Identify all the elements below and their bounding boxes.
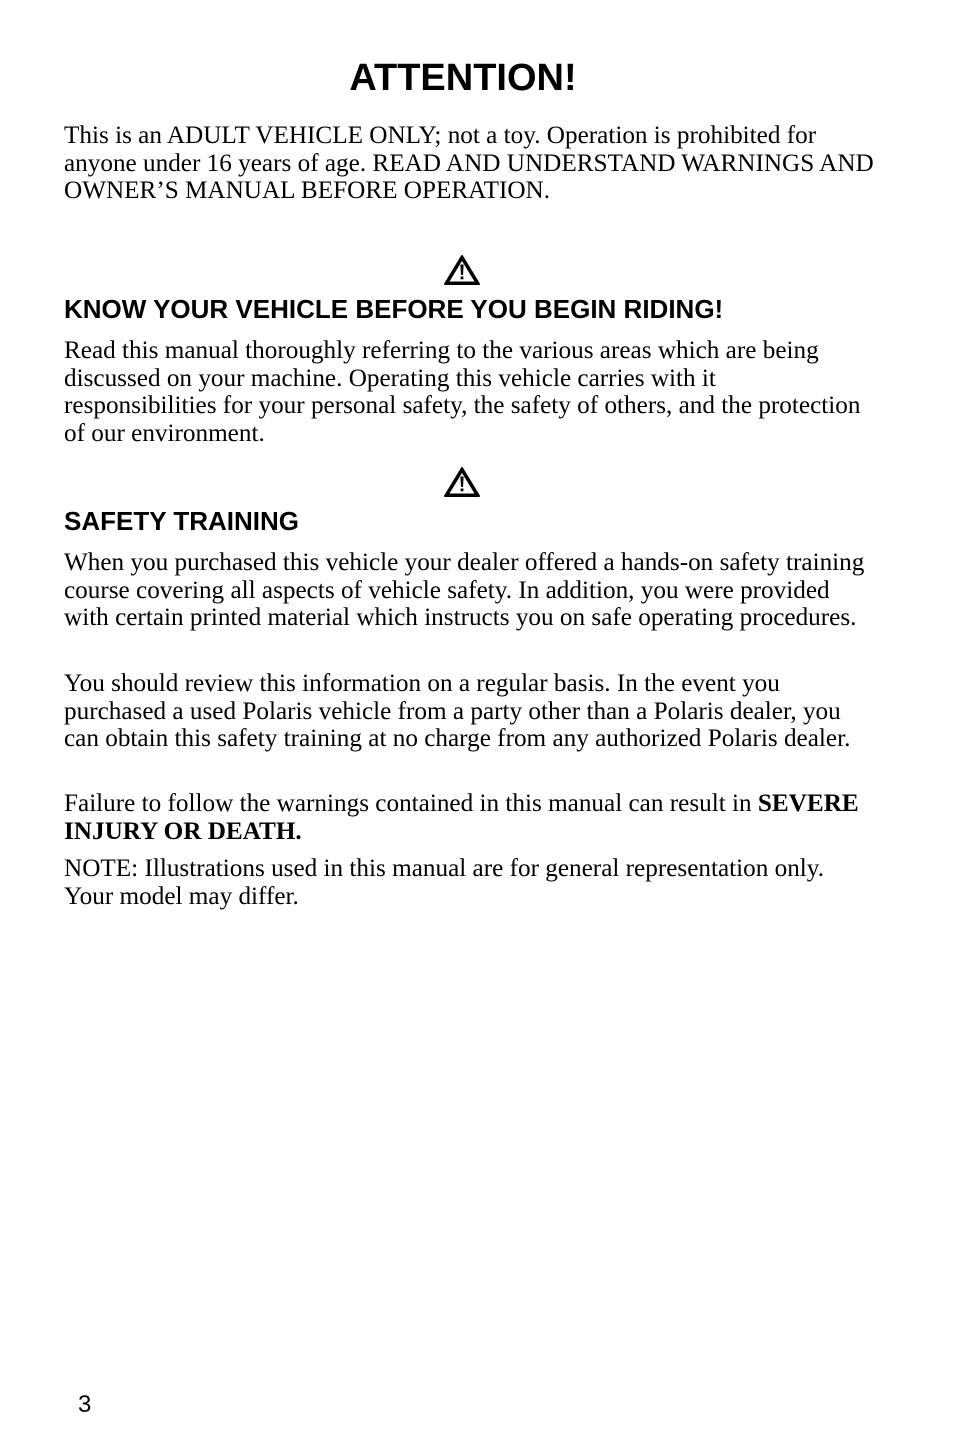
failure-warning-text: Failure to follow the warnings contained in this manual can result in	[64, 790, 752, 817]
warning-triangle-icon	[443, 466, 481, 498]
section-heading-know-your-vehicle: KNOW YOUR VEHICLE BEFORE YOU BEGIN RIDING!	[64, 294, 724, 324]
know-vehicle-paragraph: Read this manual thoroughly referring to the various areas which are being discussed on your machine. Operating this vehicle carries with it responsibilities for your personal safety, the safety of others, and the protection of our environment.	[64, 337, 861, 448]
failure-warning-paragraph	[64, 790, 874, 845]
intro-paragraph: This is an ADULT VEHICLE ONLY; not a toy. Operation is prohibited for anyone under 16 years of age. READ AND UNDERSTAND WARNINGS AND OWNER’S MANUAL BEFORE OPERATION.	[64, 122, 874, 205]
page-number: 3	[78, 1391, 92, 1418]
page-title: ATTENTION!	[349, 57, 577, 99]
warning-triangle-icon	[443, 254, 481, 286]
severe-injury-emphasis: SEVERE INJURY OR DEATH.	[64, 790, 859, 845]
note-paragraph: NOTE: Illustrations used in this manual are for general representation only. Your model may differ.	[64, 855, 825, 910]
safety-training-paragraph: When you purchased this vehicle your dealer offered a hands-on safety training course covering all aspects of vehicle safety. In addition, you were provided with certain printed material which instructs you on safe operating procedures.	[64, 549, 865, 632]
review-information-paragraph: You should review this information on a regular basis. In the event you purchased a used Polaris vehicle from a party other than a Polaris dealer, you can obtain this safety training at no charge from any authorized Polaris dealer.	[64, 670, 851, 753]
section-heading-safety-training: SAFETY TRAINING	[64, 506, 299, 536]
